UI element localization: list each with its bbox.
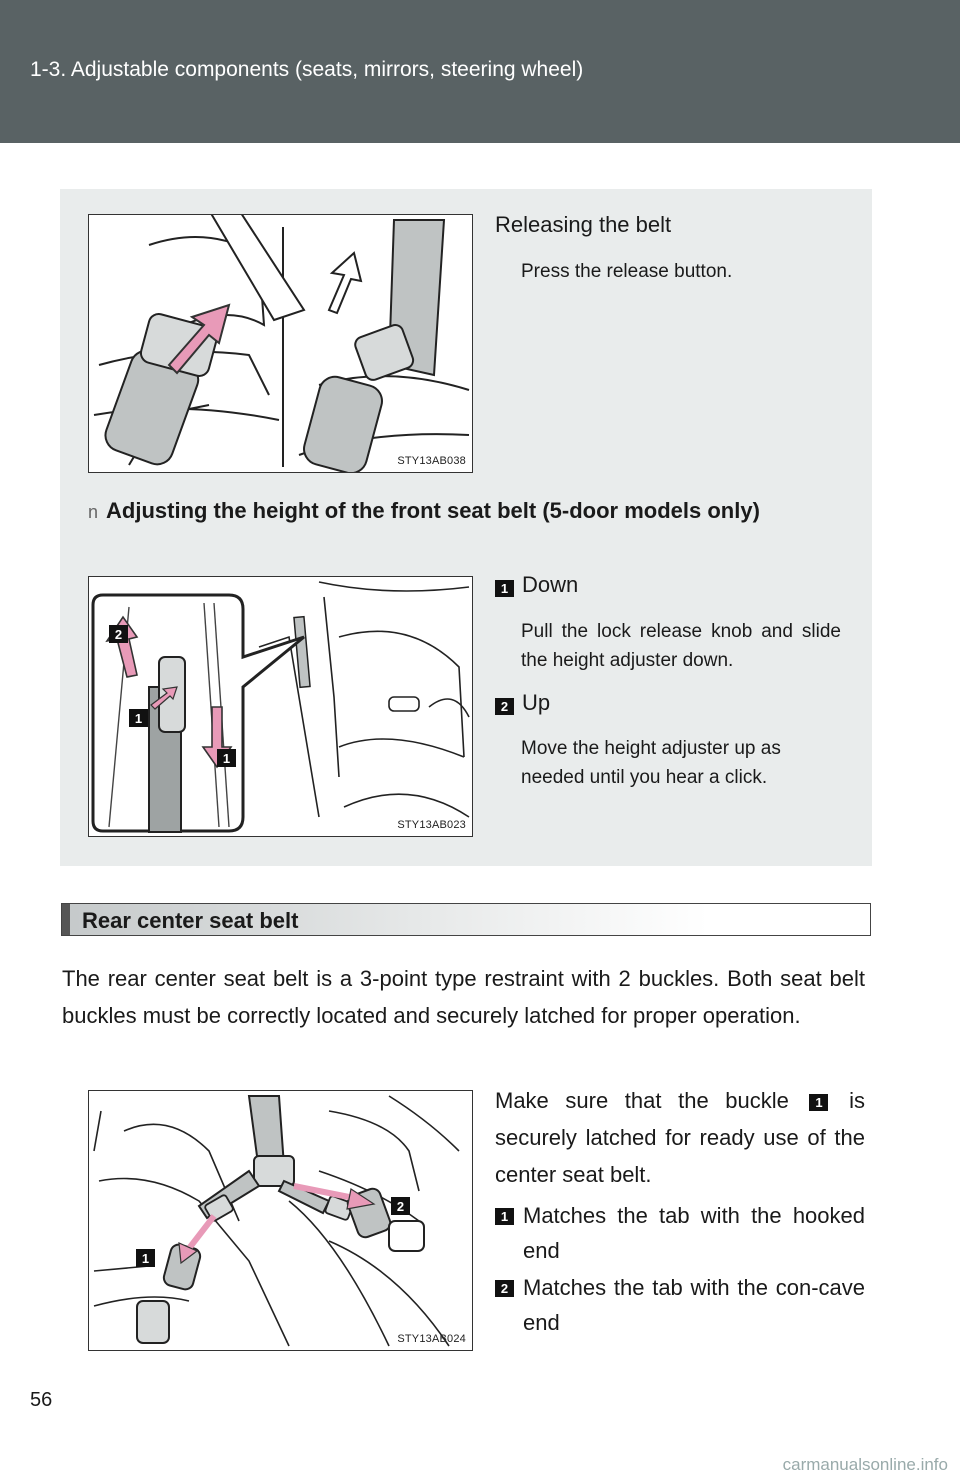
rear-belt-paragraph: The rear center seat belt is a 3-point type restraint with 2 buckles. Both seat belt buckles must be correctly located and securely latched for proper operation.: [62, 966, 865, 1028]
header-title: 1-3. Adjustable components (seats, mirrors, steering wheel): [30, 58, 584, 81]
item-label-text: Down: [522, 572, 579, 597]
step-number-badge: 1: [495, 580, 514, 597]
rear-buckle-figure: [88, 1090, 473, 1351]
release-text: Press the release button.: [521, 261, 733, 282]
step-number-badge: 2: [495, 698, 514, 715]
section-heading-bar: [61, 903, 871, 936]
watermark-text: carmanualsonline.info: [782, 1455, 948, 1474]
height-item-up-text: Move the height adjuster up as needed until you hear a click.: [521, 738, 781, 788]
figure-code: STY13AB038: [397, 455, 466, 467]
height-adjuster-illustration: [89, 577, 473, 837]
height-item-down-text: Pull the lock release knob and slide the height adjuster down.: [521, 621, 841, 671]
rear-item-1: [495, 1198, 865, 1268]
figure-code: STY13AB023: [397, 819, 466, 831]
section-title: Rear center seat belt: [82, 908, 299, 933]
height-heading-text: Adjusting the height of the front seat belt (5-door models only): [106, 498, 760, 523]
item-label-text: Up: [522, 690, 551, 715]
rear-buckle-illustration: [89, 1091, 473, 1351]
release-heading: Releasing the belt: [495, 212, 672, 237]
rear-item-2: [495, 1270, 865, 1340]
callout-label: 2: [396, 1199, 405, 1214]
release-belt-figure: [88, 214, 473, 473]
step-number-badge: 1: [495, 1208, 514, 1225]
step-number-badge: 1: [809, 1094, 828, 1111]
intro-text-after: is securely latched for ready use of the center seat belt.: [495, 1088, 865, 1187]
release-belt-illustration: [89, 215, 473, 473]
height-adjust-heading: [88, 494, 840, 529]
rear-item-text: Matches the tab with the con-cave end: [523, 1275, 865, 1335]
rear-item-text: Matches the tab with the hooked end: [523, 1203, 865, 1263]
callout-label: 1: [141, 1251, 150, 1266]
height-adjuster-figure: [88, 576, 473, 837]
step-number-badge: 2: [495, 1280, 514, 1297]
page-header: [0, 0, 960, 143]
callout-label: 1: [222, 751, 231, 766]
page-number: 56: [30, 1389, 53, 1411]
callout-label: 1: [134, 711, 143, 726]
intro-text-before: Make sure that the buckle: [495, 1088, 789, 1113]
rear-belt-intro: [495, 1082, 865, 1193]
bullet-marker: n: [88, 502, 99, 522]
figure-code: STY13AB024: [397, 1333, 466, 1345]
callout-label: 2: [114, 627, 123, 642]
